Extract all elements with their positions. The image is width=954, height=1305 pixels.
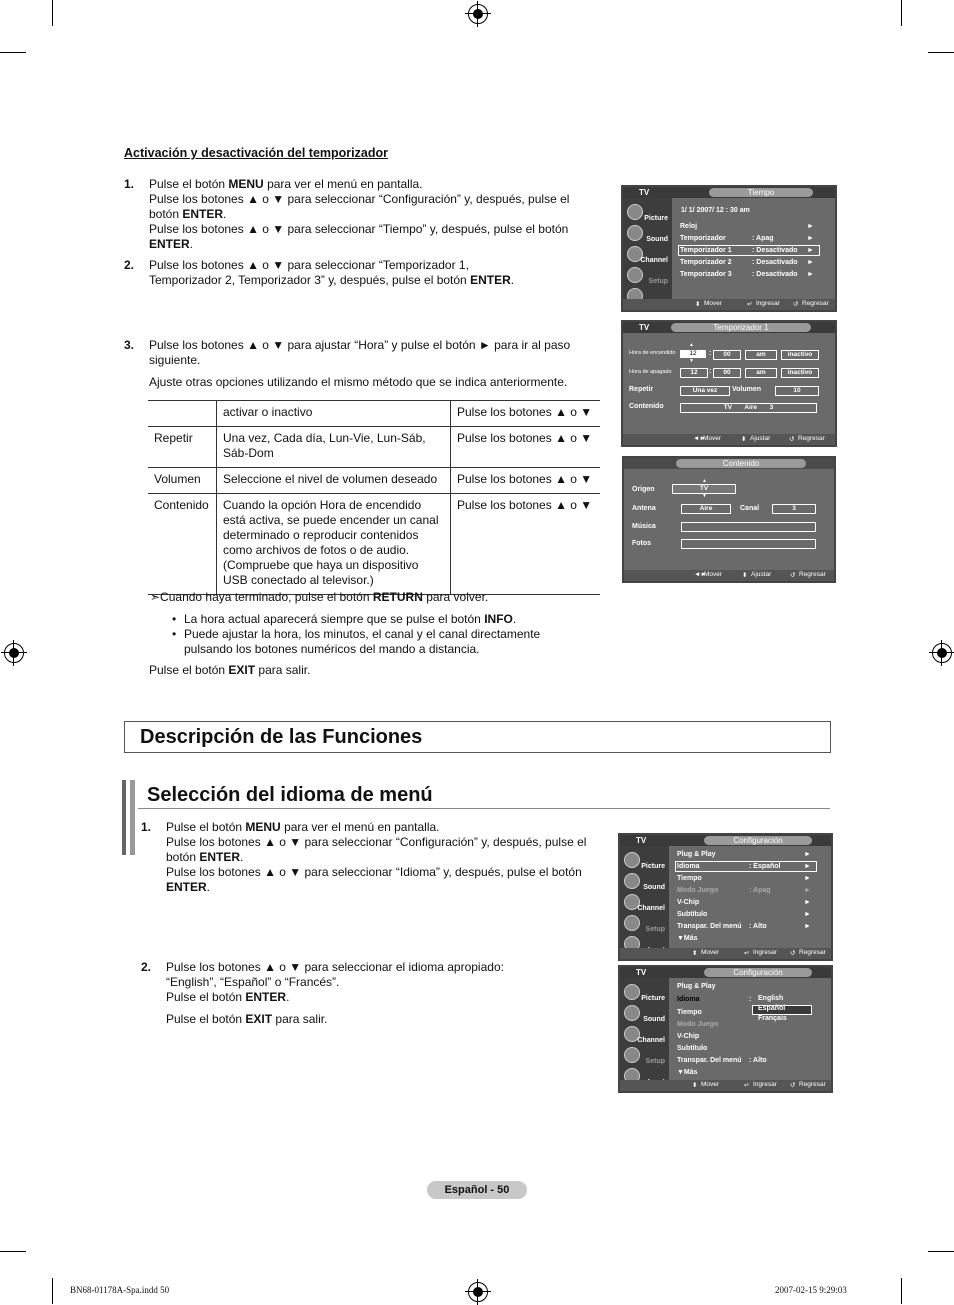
picture-icon <box>624 984 640 1000</box>
exit-text: Pulse el botón EXIT para salir. <box>149 663 311 677</box>
enter-icon: ↵ <box>744 950 750 957</box>
step-number: 2. <box>124 258 135 272</box>
step-2-text: Pulse los botones ▲ o ▼ para seleccionar “Temporizador 1, Temporizador 2, Temporizador 3” y, después, pulse el botón ENTER. <box>149 258 515 287</box>
osd-time-menu: TV Tiempo Picture Sound Channel Setup 1/ 1/ 2007/ 12 : 30 am Reloj ► Temporizador : Apag ► Temporizador 1 : Desactivado ► Temporizador 2 : Desactivado ► Temporizador 3 : Desactivado ► ⬍ Mover ↵ Ingresar ↺ Regresar <box>621 185 837 312</box>
osd-sidebar-setup: Setup <box>622 913 667 933</box>
osd-sidebar-picture: Picture <box>622 982 667 1002</box>
language-option-espanol[interactable]: Español <box>758 1005 786 1012</box>
section-heading: Selección del idioma de menú <box>147 784 433 806</box>
arrow-up-icon: ▲ <box>702 478 707 484</box>
setup-icon <box>627 267 643 283</box>
crop-mark <box>52 1278 53 1304</box>
arrow-right-icon: ► <box>804 887 811 894</box>
arrow-right-icon: ► <box>804 899 811 906</box>
arrow-right-icon: ► <box>807 235 814 242</box>
arrow-right-icon: ► <box>807 247 814 254</box>
arrow-right-icon: ► <box>804 923 811 930</box>
return-icon: ↺ <box>789 436 795 443</box>
move-icon: ⬍ <box>695 301 701 308</box>
page-number: Español - 50 <box>427 1181 527 1199</box>
osd-footer: ◄► Mover ⬍ Ajustar ↺ Regresar <box>624 570 834 581</box>
table-row: Repetir Una vez, Cada día, Lun-Vie, Lun-Sáb, Sáb-Dom Pulse los botones ▲ o ▼ <box>148 427 600 468</box>
arrow-right-icon: ► <box>804 911 811 918</box>
bullet-icon: • <box>172 612 177 626</box>
move-icon: ⬍ <box>692 950 698 957</box>
picture-icon <box>624 852 640 868</box>
osd-tv-label: TV <box>639 323 650 332</box>
move-icon: ⬍ <box>692 1082 698 1089</box>
setup-icon <box>624 915 640 931</box>
heading-bar <box>130 780 135 855</box>
arrow-right-icon: ► <box>807 271 814 278</box>
osd-title: Contenido <box>676 459 806 468</box>
osd-timer1-menu: TV Temporizador 1 Hora de encendido ▲ 12 ▼ : 00 am inactivo Hora de apagado 12 : 00 am inactivo Repetir Una vez Volumen 10 Contenido TV Aire 3 ◄► Mover ⬍ Ajustar ↺ Regresar <box>621 320 837 447</box>
music-field <box>681 522 816 532</box>
step-number: 1. <box>124 177 135 191</box>
osd-title: Configuración <box>704 836 812 845</box>
osd-sidebar-sound: Sound <box>625 223 670 243</box>
move-icon: ◄► <box>693 435 706 442</box>
osd-sidebar <box>620 978 669 1091</box>
heading-bar <box>122 780 126 855</box>
bullet-numeric: Puede ajustar la hora, los minutos, el canal y el canal directamente pulsando los botones numéricos del mando a distancia. <box>184 627 541 656</box>
language-option-francais[interactable]: Français <box>758 1015 787 1022</box>
registration-mark-icon <box>468 1282 488 1302</box>
osd-tv-label: TV <box>636 836 647 845</box>
crop-mark <box>928 1251 954 1252</box>
return-icon: ↺ <box>793 301 799 308</box>
arrow-right-icon: ► <box>807 223 814 230</box>
registration-mark-icon <box>932 643 952 663</box>
setup-icon <box>624 1047 640 1063</box>
return-icon: ↺ <box>790 1082 796 1089</box>
osd-sidebar-channel: Channel <box>625 244 670 264</box>
page-heading: Descripción de las Funciones <box>124 721 831 753</box>
osd-footer: ◄► Mover ⬍ Ajustar ↺ Regresar <box>623 434 835 445</box>
heading-rule <box>138 808 830 809</box>
osd-sidebar-sound: Sound <box>622 871 667 891</box>
section-title: Activación y desactivación del temporizador <box>124 146 388 160</box>
osd-tv-label: TV <box>639 188 650 197</box>
sound-icon <box>624 873 640 889</box>
registration-mark-icon <box>468 4 488 24</box>
move-icon: ◄► <box>694 571 707 578</box>
picture-icon <box>627 204 643 220</box>
bullet-info: La hora actual aparecerá siempre que se pulse el botón INFO. <box>184 612 517 626</box>
osd-sidebar-sound: Sound <box>622 1003 667 1023</box>
arrow-down-icon: ▼ <box>689 358 694 364</box>
osd-sidebar-picture: Picture <box>625 202 670 222</box>
return-icon: ↺ <box>790 572 796 579</box>
osd-sidebar-setup: Setup <box>625 265 670 285</box>
arrow-right-icon: ► <box>807 259 814 266</box>
osd-footer: ⬍ Mover ↵ Ingresar ↺ Regresar <box>620 1080 831 1091</box>
table-row: Contenido Cuando la opción Hora de encendido está activa, se puede encender un canal determinado o reproducir contenidos como archivos de fotos o de audio. (Compruebe que haya un dispositivo USB conectado al televisor.) Pulse los botones ▲ o ▼ <box>148 494 600 595</box>
crop-mark <box>0 1251 26 1252</box>
arrow-right-icon: ► <box>804 851 811 858</box>
step-number: 1. <box>141 820 152 834</box>
osd-sidebar <box>620 846 669 959</box>
crop-mark <box>928 52 954 53</box>
enter-icon: ↵ <box>744 1082 750 1089</box>
osd-sidebar-channel: Channel <box>622 1024 667 1044</box>
registration-mark-icon <box>4 643 24 663</box>
table-row: Volumen Seleccione el nivel de volumen deseado Pulse los botones ▲ o ▼ <box>148 468 600 494</box>
osd-language-menu: TV Configuración Picture Sound Channel Setup Plug & Play Idioma : Tiempo Modo Juego V-Chip Subtítulo Transpar. Del menú : Alto ▼Más English Español Français ⬍ Mover ↵ Ingresar ↺ Regresar <box>618 965 833 1093</box>
osd-title: Tiempo <box>709 188 813 197</box>
bullet-icon: • <box>172 627 177 641</box>
slug-date: 2007-02-15 9:29:03 <box>775 1285 847 1295</box>
language-dropdown[interactable] <box>752 993 812 1025</box>
adjust-icon: ⬍ <box>741 436 747 443</box>
step-2-text: Pulse los botones ▲ o ▼ para seleccionar el idioma apropiado: “English”, “Español” o “Francés”. Pulse el botón ENTER. Pulse el botón EXIT para salir. <box>166 960 504 1026</box>
crop-mark <box>901 1278 902 1304</box>
table-row: activar o inactivo Pulse los botones ▲ o ▼ <box>148 401 600 427</box>
note-return: ➣Cuando haya terminado, pulse el botón RETURN para volver. <box>150 590 489 604</box>
photos-field <box>681 539 816 549</box>
osd-tv-label: TV <box>636 968 647 977</box>
crop-mark <box>0 52 26 53</box>
osd-date: 1/ 1/ 2007/ 12 : 30 am <box>681 207 750 214</box>
osd-content-menu: Contenido Origen ▲ TV ▼ Antena Aire Canal 3 Música Fotos ◄► Mover ⬍ Ajustar ↺ Regresar <box>622 456 836 583</box>
crop-mark <box>901 0 902 26</box>
sound-icon <box>627 225 643 241</box>
osd-title: Configuración <box>704 968 812 977</box>
arrow-right-icon: ► <box>804 863 811 870</box>
language-option-english[interactable]: English <box>758 995 784 1002</box>
slug-filename: BN68-01178A-Spa.indd 50 <box>70 1285 170 1295</box>
osd-footer: ⬍ Mover ↵ Ingresar ↺ Regresar <box>620 948 831 959</box>
arrow-down-icon: ▼ <box>702 493 707 499</box>
step-1-text: Pulse el botón MENU para ver el menú en pantalla. Pulse los botones ▲ o ▼ para seleccionar “Configuración” y, después, pulse el botón ENTER. Pulse los botones ▲ o ▼ para seleccionar “Tiempo” y, después, pulse el botón ENTER. <box>149 177 570 251</box>
return-icon: ↺ <box>790 950 796 957</box>
step-1-text: Pulse el botón MENU para ver el menú en pantalla. Pulse los botones ▲ o ▼ para seleccionar “Configuración” y, después, pulse el botón ENTER. Pulse los botones ▲ o ▼ para seleccionar “Idioma” y, después, pulse el botón ENTER. <box>166 820 587 894</box>
osd-sidebar-setup: Setup <box>622 1045 667 1065</box>
step-number: 2. <box>141 960 152 974</box>
options-table <box>148 400 600 595</box>
osd-footer: ⬍ Mover ↵ Ingresar ↺ Regresar <box>623 299 835 310</box>
enter-icon: ↵ <box>747 301 753 308</box>
sound-icon <box>624 1005 640 1021</box>
adjust-icon: ⬍ <box>742 572 748 579</box>
step-3-text: Pulse los botones ▲ o ▼ para ajustar “Hora” y pulse el botón ► para ir al paso siguiente. Ajuste otras opciones utilizando el mismo método que se indica anteriormente. <box>149 338 571 389</box>
osd-sidebar <box>623 198 672 310</box>
arrow-right-icon: ► <box>804 875 811 882</box>
step-number: 3. <box>124 338 135 352</box>
crop-mark <box>52 0 53 26</box>
osd-setup-menu: TV Configuración Picture Sound Channel Setup Plug & Play ► Idioma : Español ► Tiempo ► Modo Juego : Apag ► V-Chip ► Subtítulo ► Transpar. Del menú : Alto ► ▼Más ⬍ Mover ↵ Ingresar ↺ Regresar <box>618 833 833 961</box>
arrow-up-icon: ▲ <box>689 342 694 348</box>
osd-sidebar-picture: Picture <box>622 850 667 870</box>
osd-title: Temporizador 1 <box>671 323 811 332</box>
osd-sidebar-channel: Channel <box>622 892 667 912</box>
